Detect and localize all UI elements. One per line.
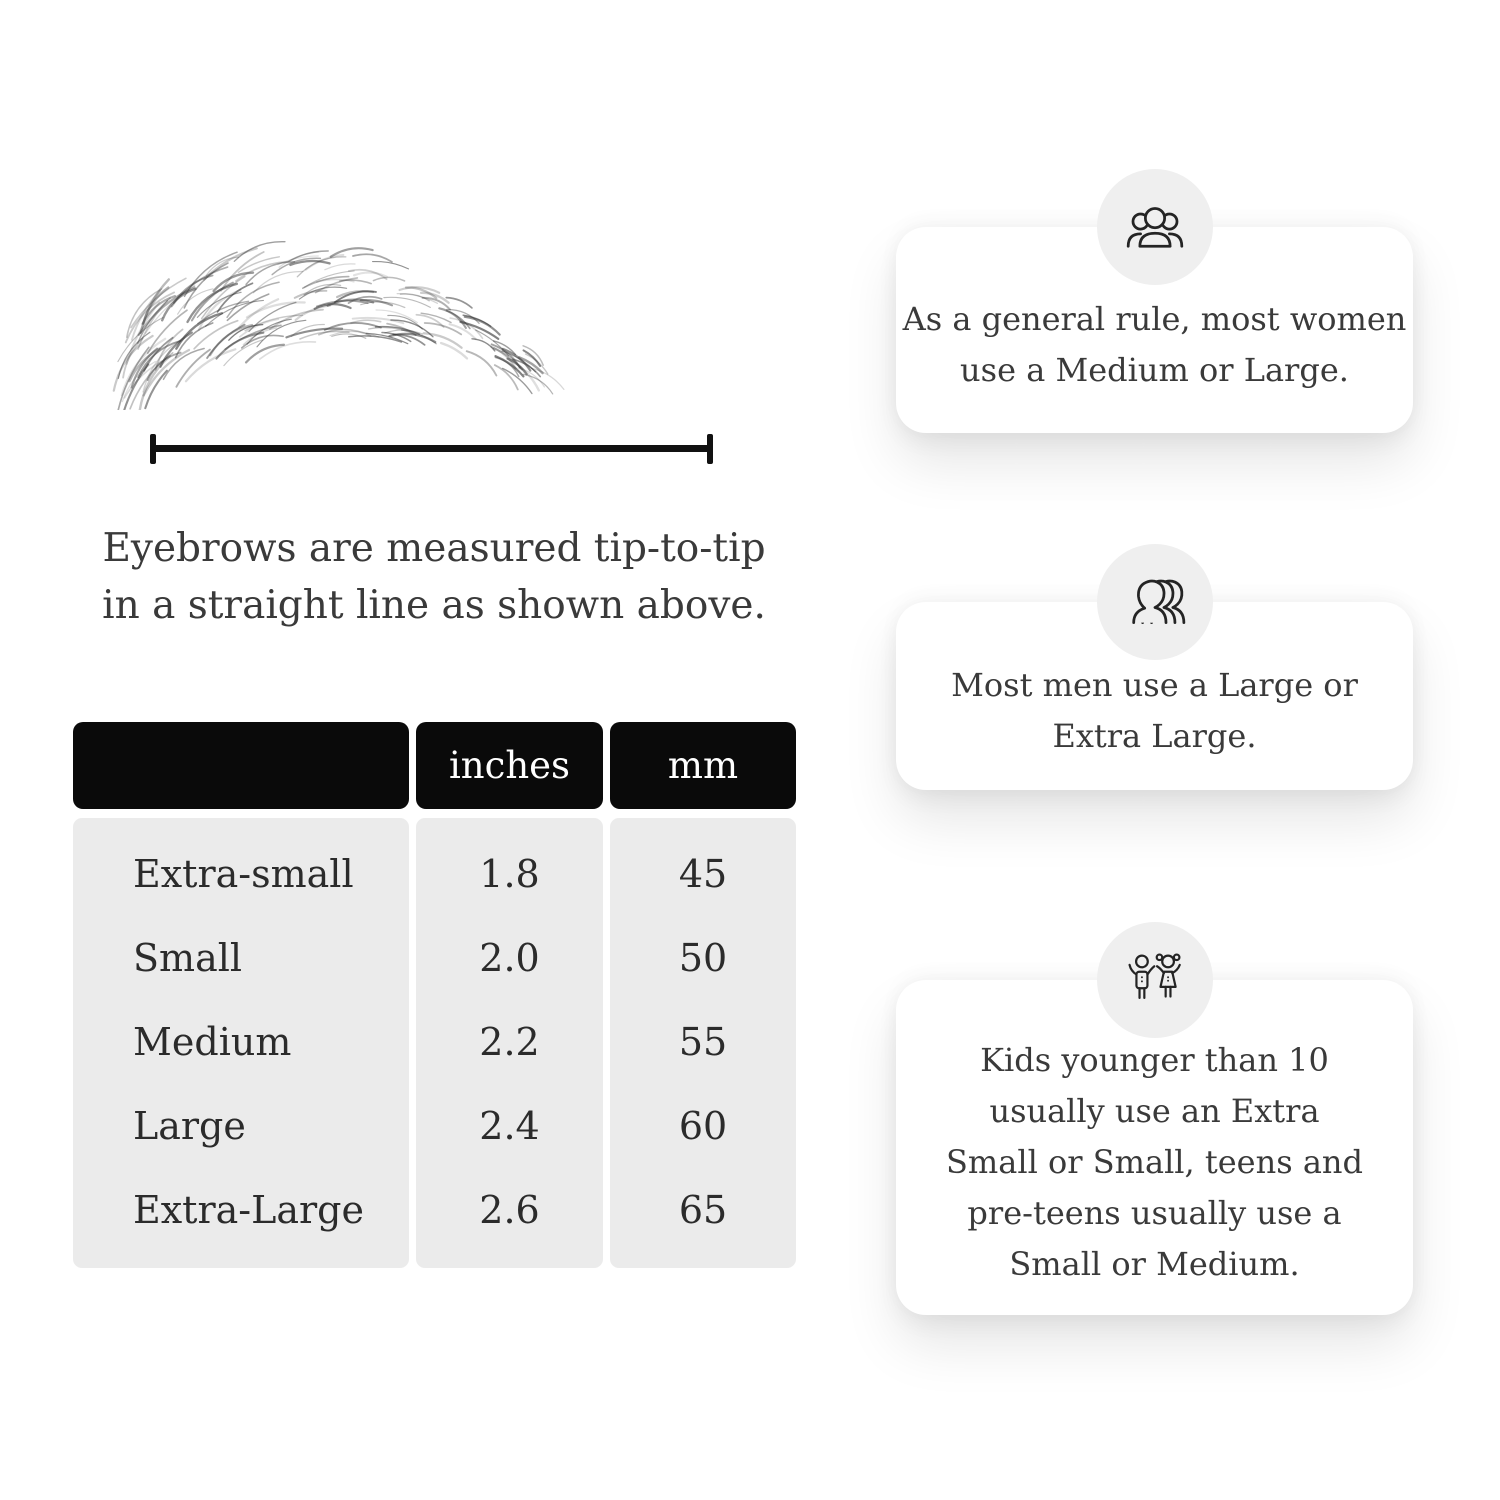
inches-value: 2.2 [479, 1020, 540, 1064]
caption-line: Eyebrows are measured tip-to-tip [102, 526, 766, 571]
inches-value: 2.4 [479, 1104, 540, 1148]
table-header-row [73, 722, 796, 809]
icon-badge [1097, 544, 1213, 660]
card-text-line: pre-teens usually use a [967, 1194, 1342, 1232]
row-label: Small [133, 936, 243, 980]
row-label: Extra-Large [133, 1188, 364, 1232]
row-label: Extra-small [133, 852, 354, 896]
card-text [951, 660, 1358, 762]
eyebrow-illustration [105, 232, 565, 410]
header-cell-inches: inches [416, 722, 603, 809]
size-label-column [73, 818, 409, 1268]
mm-value: 50 [678, 936, 728, 980]
card-text-line: Small or Small, teens and [946, 1143, 1363, 1181]
inches-value: 1.8 [479, 852, 540, 896]
measurement-caption [73, 520, 795, 634]
mm-value: 65 [678, 1188, 728, 1232]
women-group-icon [1122, 194, 1188, 260]
row-label: Large [133, 1104, 246, 1148]
card-text-line: As a general rule, most women [902, 300, 1407, 338]
men-group-icon [1122, 569, 1188, 635]
card-text-line: Extra Large. [1052, 717, 1257, 755]
header-cell-mm: mm [610, 722, 796, 809]
table-body [73, 818, 796, 1268]
mm-value: 60 [678, 1104, 728, 1148]
mm-column [610, 818, 796, 1268]
icon-badge [1097, 922, 1213, 1038]
right-tick [707, 434, 713, 464]
caption-line: in a straight line as shown above. [102, 583, 766, 628]
card-text-line: use a Medium or Large. [960, 351, 1349, 389]
inches-value: 2.6 [479, 1188, 540, 1232]
info-card-kids [896, 980, 1413, 1315]
info-card-women [896, 227, 1413, 433]
card-text-line: Most men use a Large or [951, 666, 1358, 704]
row-label: Medium [133, 1020, 292, 1064]
card-text-line: usually use an Extra [989, 1092, 1320, 1130]
card-text [903, 294, 1407, 396]
header-cell-size [73, 722, 409, 809]
info-card-men [896, 602, 1413, 790]
card-text-line: Kids younger than 10 [980, 1041, 1329, 1079]
mm-value: 55 [678, 1020, 728, 1064]
measure-bar [152, 445, 711, 452]
card-text [946, 1035, 1363, 1290]
kids-icon [1122, 947, 1188, 1013]
mm-value: 45 [678, 852, 728, 896]
size-table [73, 722, 796, 1268]
inches-value: 2.0 [479, 936, 540, 980]
icon-badge [1097, 169, 1213, 285]
card-text-line: Small or Medium. [1009, 1245, 1300, 1283]
measurement-line [150, 434, 713, 464]
inches-column [416, 818, 603, 1268]
